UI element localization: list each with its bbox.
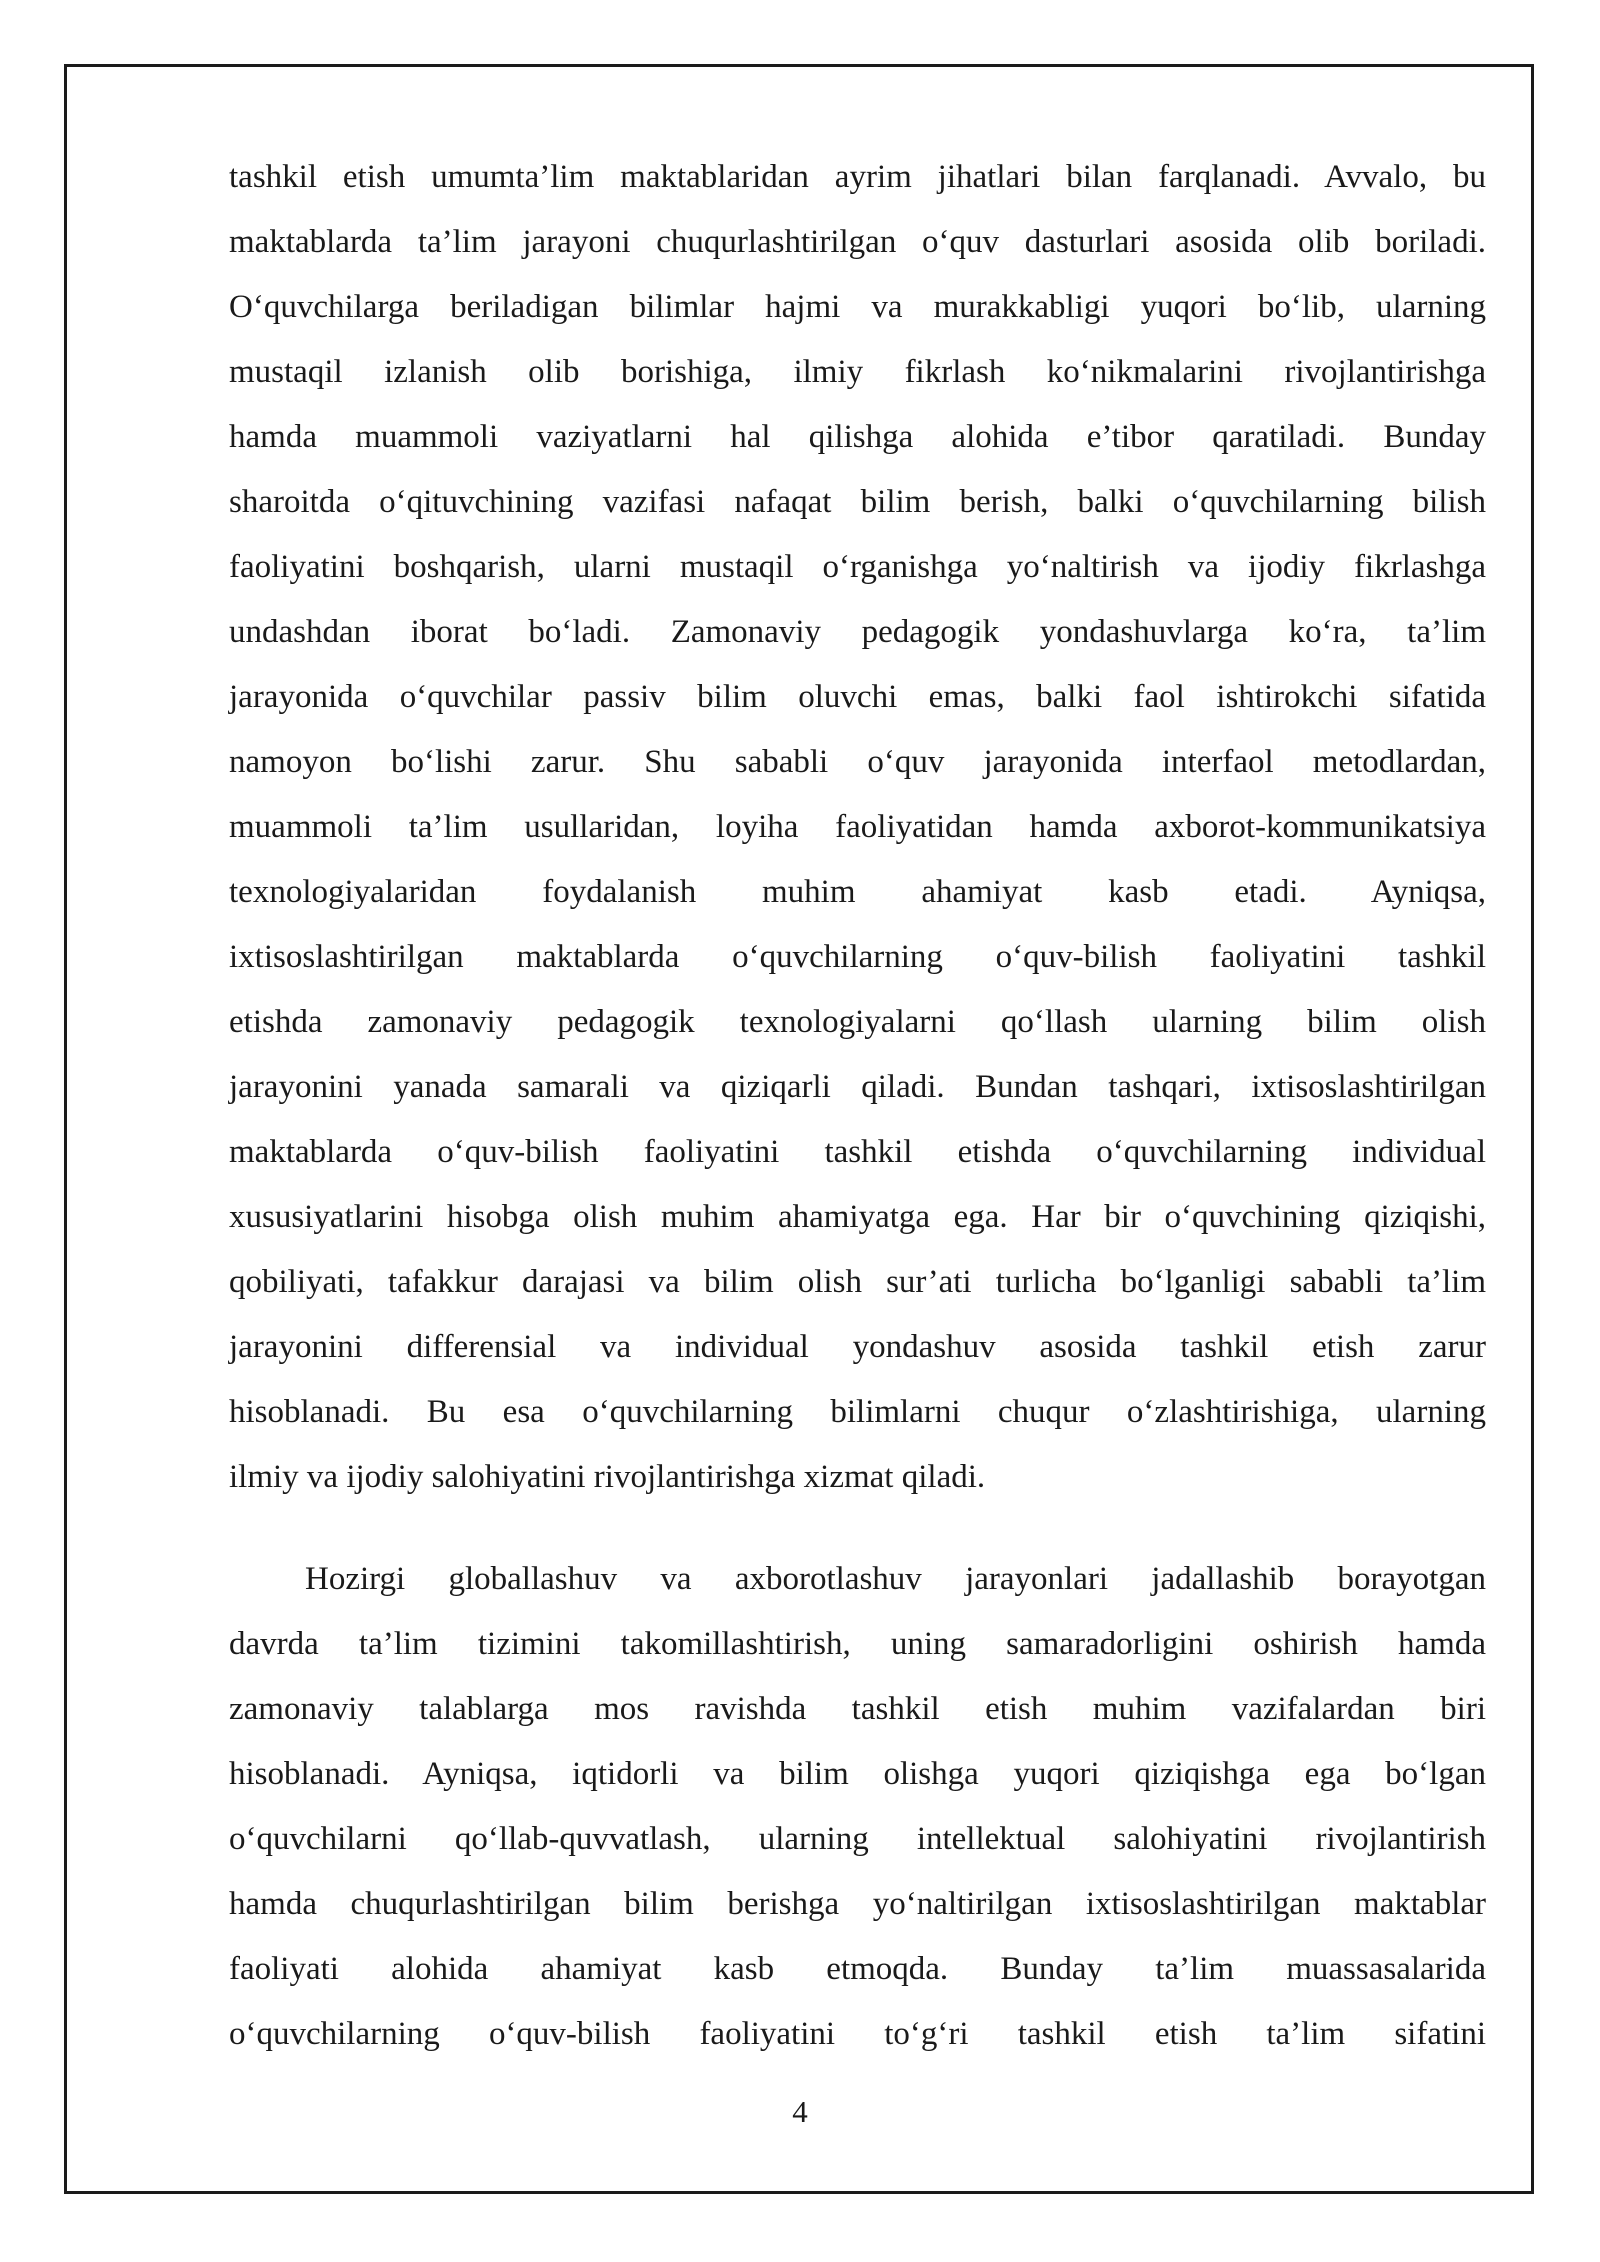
text-line: etishda zamonaviy pedagogik texnologiyalarni qo‘llash ularning bilim olish <box>229 1004 1486 1040</box>
text-line: jarayonini differensial va individual yondashuv asosida tashkil etish zarur <box>229 1329 1486 1365</box>
text-line: qobiliyati, tafakkur darajasi va bilim olish sur’ati turlicha bo‘lganligi sababli ta’lim <box>229 1264 1486 1300</box>
text-line: zamonaviy talablarga mos ravishda tashkil etish muhim vazifalardan biri <box>229 1691 1486 1727</box>
text-line: O‘quvchilarga beriladigan bilimlar hajmi va murakkabligi yuqori bo‘lib, ularning <box>229 289 1486 325</box>
text-line: faoliyatini boshqarish, ularni mustaqil o‘rganishga yo‘naltirish va ijodiy fikrlashga <box>229 549 1486 585</box>
text-line: jarayonida o‘quvchilar passiv bilim oluvchi emas, balki faol ishtirokchi sifatida <box>229 679 1486 715</box>
text-line: hamda muammoli vaziyatlarni hal qilishga alohida e’tibor qaratiladi. Bunday <box>229 419 1486 455</box>
text-line: ixtisoslashtirilgan maktablarda o‘quvchilarning o‘quv-bilish faoliyatini tashkil <box>229 939 1486 975</box>
page-number: 4 <box>792 2094 808 2129</box>
text-line: o‘quvchilarni qo‘llab-quvvatlash, ularning intellektual salohiyatini rivojlantirish <box>229 1821 1486 1857</box>
text-line: maktablarda o‘quv-bilish faoliyatini tashkil etishda o‘quvchilarning individual <box>229 1134 1486 1170</box>
text-line: mustaqil izlanish olib borishiga, ilmiy fikrlash ko‘nikmalarini rivojlantirishga <box>229 354 1486 390</box>
text-line: maktablarda ta’lim jarayoni chuqurlashtirilgan o‘quv dasturlari asosida olib boriladi. <box>229 224 1486 260</box>
text-line: xususiyatlarini hisobga olish muhim ahamiyatga ega. Har bir o‘quvchining qiziqishi, <box>229 1199 1486 1235</box>
text-line: faoliyati alohida ahamiyat kasb etmoqda. Bunday ta’lim muassasalarida <box>229 1951 1486 1987</box>
text-line: texnologiyalaridan foydalanish muhim ahamiyat kasb etadi. Ayniqsa, <box>229 874 1486 910</box>
text-line: undashdan iborat bo‘ladi. Zamonaviy pedagogik yondashuvlarga ko‘ra, ta’lim <box>229 614 1486 650</box>
text-line: hisoblanadi. Bu esa o‘quvchilarning bilimlarni chuqur o‘zlashtirishiga, ularning <box>229 1394 1486 1430</box>
text-line: ilmiy va ijodiy salohiyatini rivojlantirishga xizmat qiladi. <box>229 1459 986 1495</box>
paragraph-2 <box>229 1547 1486 2067</box>
text-line: o‘quvchilarning o‘quv-bilish faoliyatini to‘g‘ri tashkil etish ta’lim sifatini <box>229 2016 1486 2052</box>
text-line: hamda chuqurlashtirilgan bilim berishga yo‘naltirilgan ixtisoslashtirilgan maktablar <box>229 1886 1486 1922</box>
text-line: Hozirgi globallashuv va axborotlashuv jarayonlari jadallashib borayotgan <box>305 1561 1486 1597</box>
text-line: sharoitda o‘qituvchining vazifasi nafaqat bilim berish, balki o‘quvchilarning bilish <box>229 484 1486 520</box>
text-line: hisoblanadi. Ayniqsa, iqtidorli va bilim olishga yuqori qiziqishga ega bo‘lgan <box>229 1756 1486 1792</box>
text-line: namoyon bo‘lishi zarur. Shu sababli o‘quv jarayonida interfaol metodlardan, <box>229 744 1486 780</box>
paragraph-1 <box>229 145 1486 1510</box>
text-line: tashkil etish umumta’lim maktablaridan ayrim jihatlari bilan farqlanadi. Avvalo, bu <box>229 159 1486 195</box>
text-line: jarayonini yanada samarali va qiziqarli qiladi. Bundan tashqari, ixtisoslashtirilgan <box>229 1069 1486 1105</box>
text-line: davrda ta’lim tizimini takomillashtirish, uning samaradorligini oshirish hamda <box>229 1626 1486 1662</box>
text-line: muammoli ta’lim usullaridan, loyiha faoliyatidan hamda axborot-kommunikatsiya <box>229 809 1486 845</box>
